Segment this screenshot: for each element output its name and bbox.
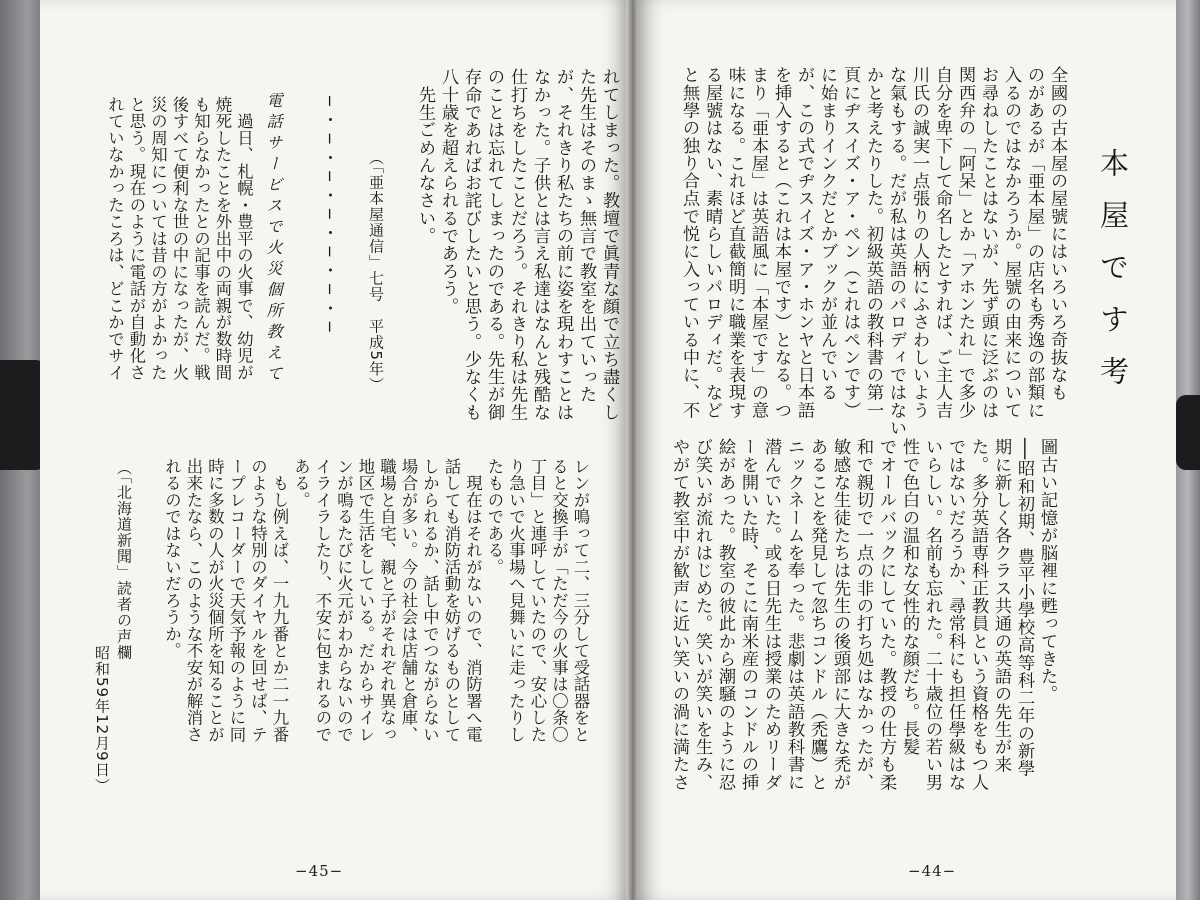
citation-abonya-tsushin: （「亜本屋通信」七号 平成5年）	[367, 150, 385, 394]
left-upper-text: れてしまった。教壇で眞青な顔で立ち盡くし た先生はそのまゝ無言で教室を出ていった が、それきり私たちの前に姿を現わすことは なかった。子供とは言え私達はなんと残酷な 仕打ちをしたことだろう。それきり私は先生 のことは忘れてしまったのである。先生が御 存命であればお詫びしたいと思う。少なくも 八十歳を超えられるであろう。 先生ごめんなさい。	[415, 68, 619, 421]
right-upper-text: 全國の古本屋の屋號にはいろいろ奇抜なも のがあるが「亜本屋」の店名も秀逸の部類に 入るのではなかろうか。屋號の由来について お尋ねしたことはないが、先ず頭に泛ぶのは 関西弁の「阿呆」とか「アホンたれ」で多少 自分を卑下して命名したとすれば、ご主人吉 川氏の誠実一点張りの人柄にふさわしいよう な氣もする。だが私は英語のパロディではない かと考えたりした。初級英語の教科書の第一 頁にヂスイズ・ア・ペン（これはペンです） に始まりインクだとかブックが並んでいる が、この式でヂスイズ・ア・ホンヤと日本語 を挿入すると（これは本屋です）となる。つ まり「亜本屋」は英語風に「本屋です」の意 味になる。これほど直截簡明に職業を表現す る屋號はない、素晴らしいパロディだ。など と無學の独り合点で悦に入っている中に、不	[679, 66, 1067, 437]
section-separator: ─・─・─・─・─・─・─	[320, 96, 339, 338]
page-number-44: −44−	[908, 862, 957, 880]
left-page	[40, 0, 630, 900]
right-page	[636, 0, 1176, 900]
citation-date: 昭和59年12月9日）	[93, 645, 111, 794]
section-heading: 電話サービスで火災個所教えて	[264, 92, 283, 386]
essay-title: 本屋です考	[1096, 148, 1130, 408]
left-section-lower-text: レンが鳴って二、三分して受話器をと ると交換手が「ただ今の火事は〇条〇 丁目」と連呼していたので、安心した り急いで火事場へ見舞いに走ったりし たものである。 現在はそれがないので、消防署へ電 話しても消防活動を妨げるものとして しかられるか、話し中でつながらない 場合が多い。今の社会は店舗と倉庫、 職場と自宅、親と子がそれぞれ異なっ 地区で生活をしている。だからサイレ ンが鳴るたびに火元がわからないので イライラしたり、不安に包まれるので ある。 もし例えば、一九九番とか二一九番 のような特別のダイヤルを回せば、テ ープレコーダーで天気予報のように同 時に多数の人が火災個所を知ることが 出来たなら、このような不安が解消さ れるのではないだろうか。	[162, 458, 590, 743]
citation-hokkaido-shimbun: （「北海道新聞」読者の声欄	[115, 460, 133, 661]
binder-clip-right	[1176, 395, 1200, 470]
right-lower-text: 圖古い記憶が脳裡に甦ってきた。 ──昭和初期、豊平小學校高等科二年の新學 期に新しく各クラス共通の英語の先生が来 た。多分英語専科正教員という資格をもつ人 ではないだろうか、尋常科にも担任學級はな いらしい。名前も忘れた。二十歳位の若い男 性で色白の温和な女性的な顔だち。長髪 でオールバックにしていた。教授の仕方も柔 和で親切で一点の非の打ち処はなかったが、 敏感な生徒たちは先生の後頭部に大きな禿が あることを発見して忽ちコンドル（禿鷹）と ニックネームを奉った。悲劇は英語教科書に 潜んでいた。或る日先生は授業のためリーダ ーを開いた時、そこに南米産のコンドルの挿 絵があった。教室の彼此から潮騒のように忍 び笑いが流れはじめた。笑いが笑いを生み、 やがて教室中が歓声に近い笑いの渦に満たさ	[669, 438, 1057, 791]
page-number-45: −45−	[295, 862, 344, 880]
left-section-upper-text: 過日、札幌・豊平の火事で、幼児が 焼死したことを外出中の両親が数時間 も知らなかったとの記事を読んだ。戦 後すべて便利な世の中になったが、火 災の周知については昔の方がよかった と思う。現在のように電話が自動化さ れていなかったころは、どこかでサイ	[105, 96, 254, 381]
